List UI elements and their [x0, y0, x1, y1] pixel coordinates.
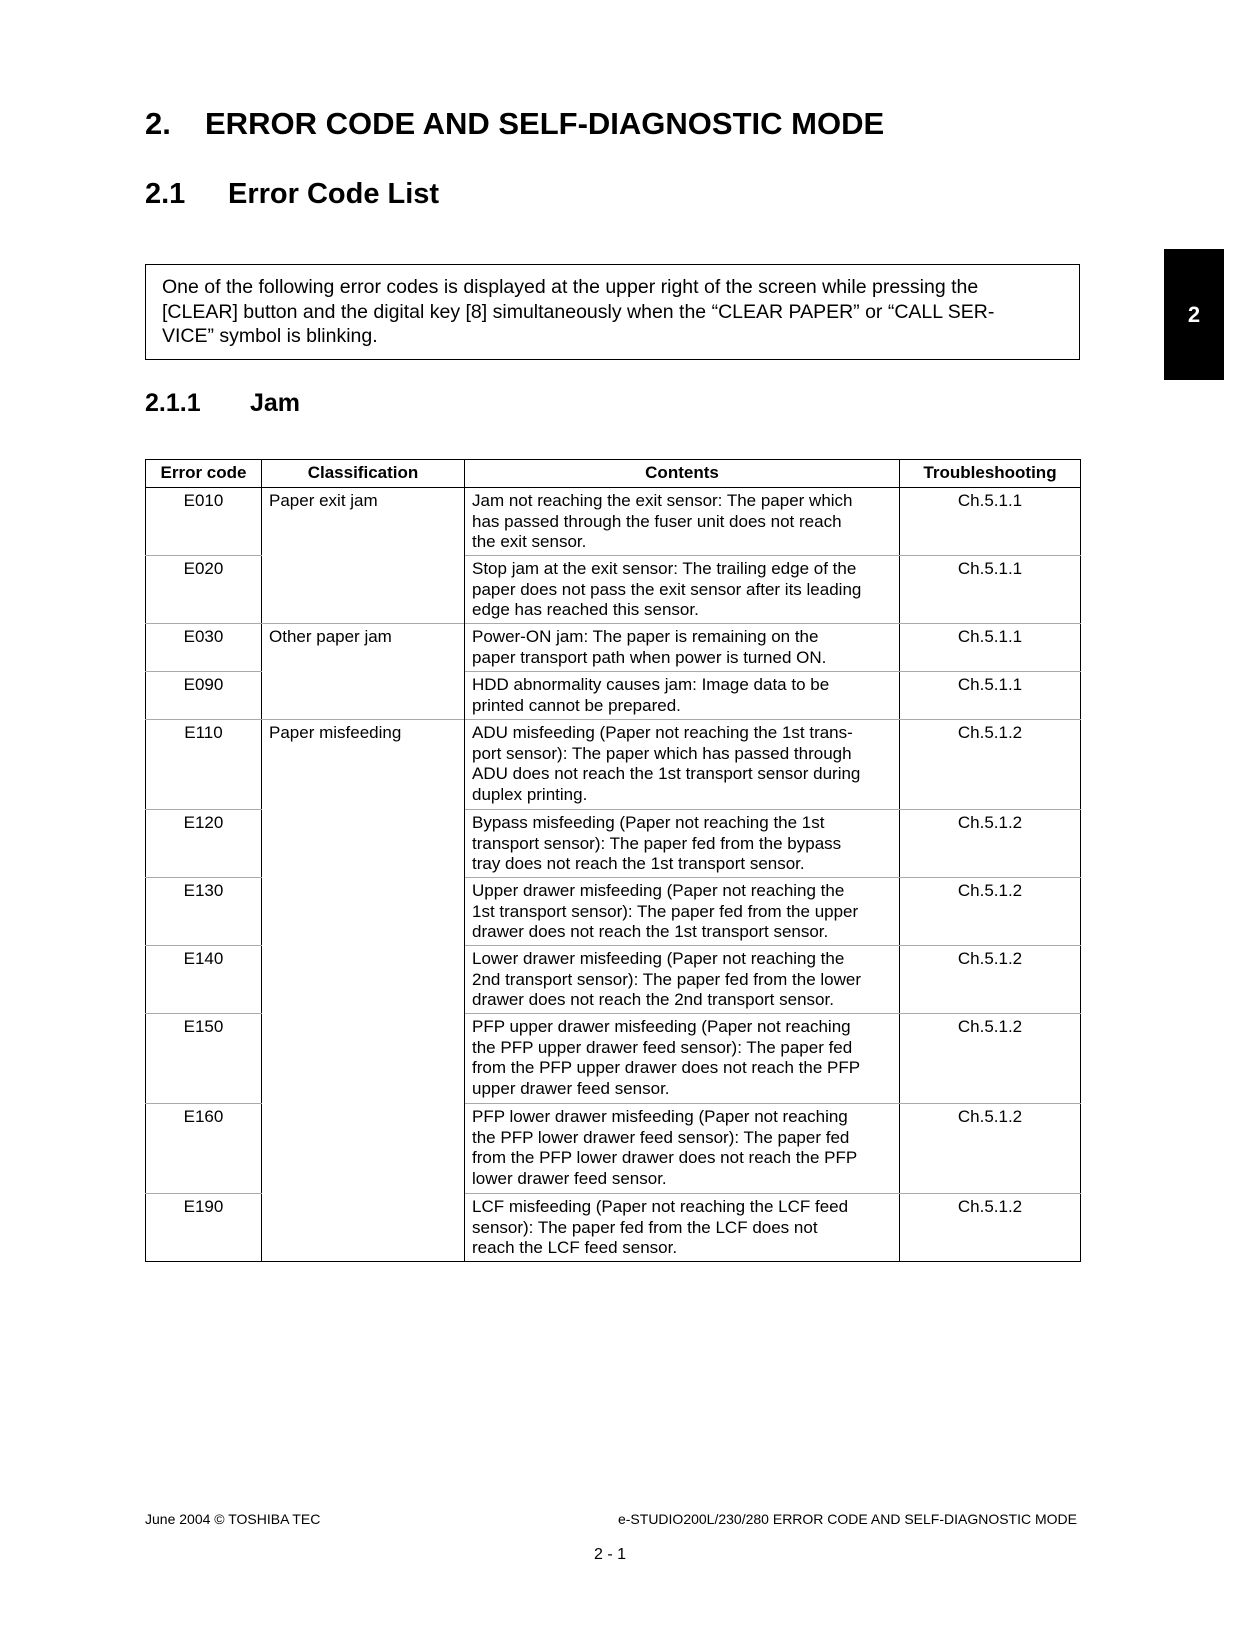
contents-line: the PFP upper drawer feed sensor): The paper fed — [472, 1037, 853, 1057]
classification-cell — [262, 878, 465, 946]
classification-cell — [262, 1104, 465, 1194]
error-code-cell: E030 — [146, 624, 262, 672]
error-code-table — [145, 459, 1081, 1262]
contents-line: drawer does not reach the 1st transport sensor. — [472, 922, 829, 941]
contents-line: LCF misfeeding (Paper not reaching the LCF feed — [472, 1197, 849, 1216]
column-header: Troubleshooting — [900, 460, 1081, 488]
contents-cell — [465, 556, 900, 624]
error-code-cell: E140 — [146, 946, 262, 1014]
troubleshooting-cell: Ch.5.1.1 — [900, 624, 1081, 672]
contents-cell — [465, 720, 900, 810]
note-box — [145, 264, 1080, 360]
table-row — [146, 1194, 1081, 1262]
error-code-cell: E090 — [146, 672, 262, 720]
table-row — [146, 624, 1081, 672]
troubleshooting-cell: Ch.5.1.2 — [900, 810, 1081, 878]
contents-line: Stop jam at the exit sensor: The trailing edge of the — [472, 559, 857, 578]
note-line: [CLEAR] button and the digital key [8] simultaneously when the “CLEAR PAPER” or “CALL SER- — [162, 300, 995, 323]
classification-cell — [262, 672, 465, 720]
contents-line: the PFP lower drawer feed sensor): The paper fed — [472, 1127, 850, 1147]
contents-cell — [465, 946, 900, 1014]
subsection-number: 2.1.1 — [145, 389, 201, 417]
contents-line: Power-ON jam: The paper is remaining on the — [472, 627, 819, 646]
contents-line: Upper drawer misfeeding (Paper not reaching the — [472, 881, 845, 900]
classification-cell — [262, 556, 465, 624]
error-code-cell: E150 — [146, 1014, 262, 1104]
contents-line: Jam not reaching the exit sensor: The paper which — [472, 491, 853, 510]
error-code-cell: E190 — [146, 1194, 262, 1262]
table-row — [146, 878, 1081, 946]
column-header: Contents — [465, 460, 900, 488]
contents-line: PFP upper drawer misfeeding (Paper not reaching — [472, 1017, 851, 1036]
troubleshooting-cell: Ch.5.1.1 — [900, 488, 1081, 556]
contents-line: ADU does not reach the 1st transport sensor during — [472, 764, 861, 783]
error-code-cell: E110 — [146, 720, 262, 810]
troubleshooting-cell: Ch.5.1.2 — [900, 878, 1081, 946]
table-row — [146, 720, 1081, 810]
contents-cell — [465, 488, 900, 556]
note-line: One of the following error codes is displayed at the upper right of the screen while pressing the — [162, 276, 979, 298]
contents-line: the exit sensor. — [472, 532, 587, 551]
contents-line: Lower drawer misfeeding (Paper not reaching the — [472, 949, 845, 968]
footer-document-title: e-STUDIO200L/230/280 ERROR CODE AND SELF-DIAGNOSTIC MODE — [617, 1511, 1077, 1527]
table-header-row — [146, 460, 1081, 488]
contents-cell — [465, 1104, 900, 1194]
footer-copyright: June 2004 © TOSHIBA TEC — [145, 1511, 321, 1527]
error-code-cell: E130 — [146, 878, 262, 946]
table-row — [146, 1014, 1081, 1104]
troubleshooting-cell: Ch.5.1.2 — [900, 946, 1081, 1014]
column-header: Classification — [262, 460, 465, 488]
contents-cell — [465, 1014, 900, 1104]
chapter-number: 2. — [145, 106, 171, 141]
contents-line: Bypass misfeeding (Paper not reaching the 1st — [472, 813, 825, 832]
contents-line: paper does not pass the exit sensor after its leading — [472, 579, 862, 599]
page-number: 2 - 1 — [593, 1546, 626, 1563]
contents-line: printed cannot be prepared. — [472, 695, 681, 715]
note-line: VICE” symbol is blinking. — [162, 325, 378, 347]
contents-line: 1st transport sensor): The paper fed from the upper — [472, 901, 859, 921]
contents-line: from the PFP lower drawer does not reach the PFP — [472, 1148, 858, 1167]
table-row — [146, 946, 1081, 1014]
table-row — [146, 672, 1081, 720]
contents-line: HDD abnormality causes jam: Image data to be — [472, 675, 830, 694]
subsection-title: Jam — [250, 389, 301, 417]
table-body — [146, 488, 1081, 1262]
contents-line: PFP lower drawer misfeeding (Paper not reaching — [472, 1107, 848, 1126]
contents-line: paper transport path when power is turned ON. — [472, 647, 827, 667]
contents-line: 2nd transport sensor): The paper fed from the lower — [472, 969, 861, 989]
contents-cell — [465, 810, 900, 878]
contents-cell — [465, 624, 900, 672]
table-row — [146, 1104, 1081, 1194]
troubleshooting-cell: Ch.5.1.2 — [900, 1104, 1081, 1194]
contents-cell — [465, 672, 900, 720]
contents-line: tray does not reach the 1st transport sensor. — [472, 854, 805, 873]
contents-line: edge has reached this sensor. — [472, 600, 699, 619]
contents-line: duplex printing. — [472, 784, 588, 804]
error-code-cell: E120 — [146, 810, 262, 878]
classification-cell: Other paper jam — [262, 624, 465, 672]
troubleshooting-cell: Ch.5.1.2 — [900, 1014, 1081, 1104]
chapter-heading — [145, 106, 884, 142]
classification-cell: Paper misfeeding — [262, 720, 465, 810]
section-number: 2.1 — [145, 178, 186, 210]
contents-cell — [465, 878, 900, 946]
subsection-heading — [145, 389, 300, 418]
section-title: Error Code List — [228, 178, 440, 210]
error-code-cell: E160 — [146, 1104, 262, 1194]
contents-line: reach the LCF feed sensor. — [472, 1238, 678, 1257]
classification-cell — [262, 1194, 465, 1262]
classification-cell — [262, 810, 465, 878]
contents-line: port sensor): The paper which has passed through — [472, 743, 852, 763]
contents-line: transport sensor): The paper fed from the bypass — [472, 833, 842, 853]
troubleshooting-cell: Ch.5.1.1 — [900, 556, 1081, 624]
classification-cell — [262, 1014, 465, 1104]
section-heading — [145, 178, 439, 211]
troubleshooting-cell: Ch.5.1.2 — [900, 1194, 1081, 1262]
contents-line: drawer does not reach the 2nd transport sensor. — [472, 990, 834, 1009]
classification-cell — [262, 946, 465, 1014]
contents-cell — [465, 1194, 900, 1262]
error-code-cell: E010 — [146, 488, 262, 556]
contents-line: has passed through the fuser unit does not reach — [472, 511, 842, 531]
troubleshooting-cell: Ch.5.1.2 — [900, 720, 1081, 810]
contents-line: lower drawer feed sensor. — [472, 1168, 667, 1188]
column-header: Error code — [146, 460, 262, 488]
troubleshooting-cell: Ch.5.1.1 — [900, 672, 1081, 720]
table-row — [146, 556, 1081, 624]
contents-line: upper drawer feed sensor. — [472, 1078, 670, 1098]
contents-line: from the PFP upper drawer does not reach the PFP — [472, 1058, 861, 1077]
chapter-side-tab: 2 — [1164, 249, 1224, 380]
classification-cell: Paper exit jam — [262, 488, 465, 556]
error-code-cell: E020 — [146, 556, 262, 624]
contents-line: ADU misfeeding (Paper not reaching the 1st trans- — [472, 723, 853, 742]
chapter-title: ERROR CODE AND SELF-DIAGNOSTIC MODE — [205, 106, 885, 141]
table-row — [146, 488, 1081, 556]
contents-line: sensor): The paper fed from the LCF does not — [472, 1217, 818, 1237]
table-row — [146, 810, 1081, 878]
